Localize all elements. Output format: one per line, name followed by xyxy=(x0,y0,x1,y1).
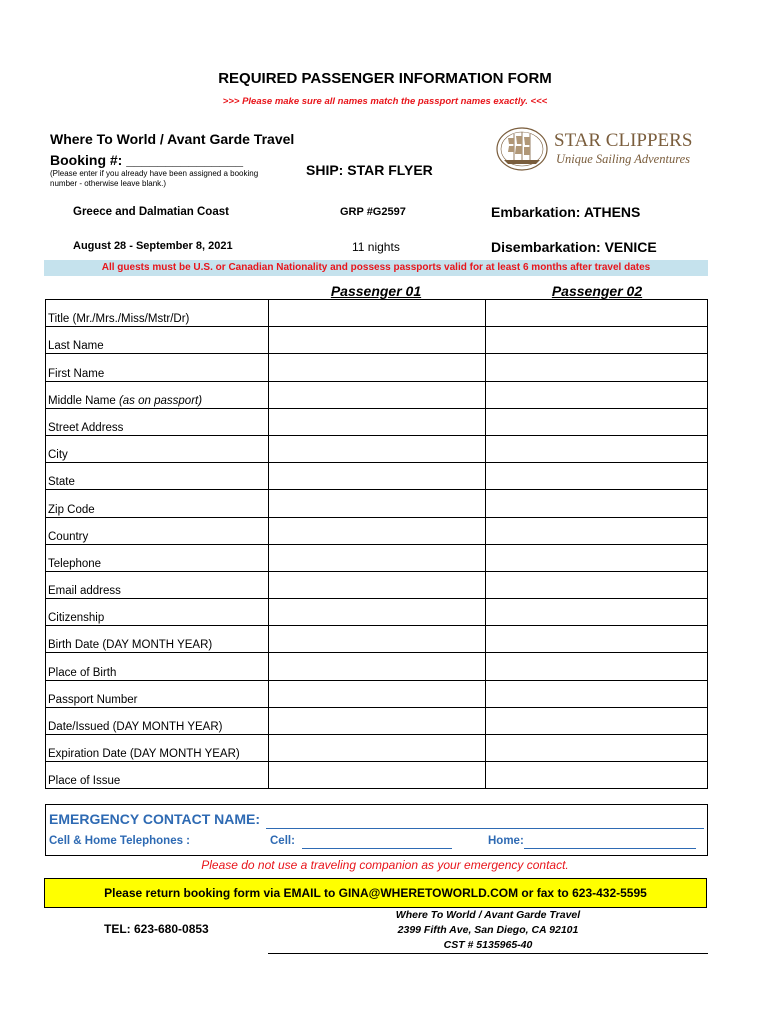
cell-phone-field[interactable] xyxy=(302,848,452,849)
address-line: 2399 Fifth Ave, San Diego, CA 92101 xyxy=(397,924,579,936)
form-row xyxy=(46,762,708,789)
field-label-text: Birth Date (DAY MONTH YEAR) xyxy=(48,639,213,652)
passenger-02-input[interactable] xyxy=(486,653,708,680)
group-number: GRP #G2597 xyxy=(340,206,406,218)
form-row xyxy=(46,354,708,381)
embarkation-port: Embarkation: ATHENS xyxy=(491,204,641,220)
field-label-text: Street Address xyxy=(48,421,124,434)
passenger-02-input[interactable] xyxy=(486,707,708,734)
passenger-02-input[interactable] xyxy=(486,300,708,327)
passenger-02-input[interactable] xyxy=(486,680,708,707)
form-row xyxy=(46,408,708,435)
field-label-text: Title (Mr./Mrs./Miss/Mstr/Dr) xyxy=(48,313,190,326)
passenger-01-input[interactable] xyxy=(269,599,486,626)
star-clippers-logo xyxy=(494,124,704,174)
field-label-text: Place of Birth xyxy=(48,666,117,679)
form-row xyxy=(46,626,708,653)
passenger-01-input[interactable] xyxy=(269,463,486,490)
field-label-text: State xyxy=(48,476,75,489)
field-label xyxy=(46,707,269,734)
passenger-01-input[interactable] xyxy=(269,544,486,571)
travel-dates: August 28 - September 8, 2021 xyxy=(73,240,233,252)
passenger-01-input[interactable] xyxy=(269,707,486,734)
passenger-01-input[interactable] xyxy=(269,408,486,435)
address-underline xyxy=(268,953,708,954)
field-label xyxy=(46,490,269,517)
form-row xyxy=(46,544,708,571)
address-line: CST # 5135965-40 xyxy=(443,939,533,951)
form-row xyxy=(46,653,708,680)
passenger-info-table xyxy=(45,299,708,789)
passenger-02-input[interactable] xyxy=(486,327,708,354)
passenger-02-input[interactable] xyxy=(486,571,708,598)
field-label xyxy=(46,680,269,707)
passport-name-warning: >>> Please make sure all names match the passport names exactly. <<< xyxy=(222,96,548,107)
field-label xyxy=(46,571,269,598)
field-label-text: Zip Code xyxy=(48,503,95,516)
passenger-01-input[interactable] xyxy=(269,490,486,517)
field-label-text: Last Name xyxy=(48,340,104,353)
form-row xyxy=(46,599,708,626)
passenger-02-input[interactable] xyxy=(486,544,708,571)
field-label xyxy=(46,300,269,327)
field-label-text: Date/Issued (DAY MONTH YEAR) xyxy=(48,721,223,733)
field-label xyxy=(46,463,269,490)
form-row xyxy=(46,517,708,544)
booking-number-field[interactable]: Booking #: _______________ xyxy=(50,152,244,168)
passenger-01-input[interactable] xyxy=(269,517,486,544)
form-row xyxy=(46,463,708,490)
ship-name: SHIP: STAR FLYER xyxy=(306,162,433,178)
field-label-text: Telephone xyxy=(48,557,102,570)
field-label-text: First Name xyxy=(48,367,105,380)
booking-note: (Please enter if you already have been assigned a booking number - otherwise leave blank.) xyxy=(50,169,259,188)
passenger-02-input[interactable] xyxy=(486,354,708,381)
field-label xyxy=(46,599,269,626)
passenger-02-input[interactable] xyxy=(486,517,708,544)
form-row xyxy=(46,707,708,734)
form-title: REQUIRED PASSENGER INFORMATION FORM xyxy=(218,70,552,87)
field-label xyxy=(46,735,269,762)
field-label xyxy=(46,435,269,462)
passenger-01-input[interactable] xyxy=(269,735,486,762)
field-label-text: Email address xyxy=(48,585,121,598)
passenger-02-input[interactable] xyxy=(486,735,708,762)
field-label xyxy=(46,517,269,544)
passenger-02-input[interactable] xyxy=(486,762,708,789)
passenger-02-input[interactable] xyxy=(486,599,708,626)
passenger-01-input[interactable] xyxy=(269,762,486,789)
form-row xyxy=(46,381,708,408)
form-row xyxy=(46,490,708,517)
passenger-02-input[interactable] xyxy=(486,626,708,653)
passenger-01-input[interactable] xyxy=(269,300,486,327)
cell-label: Cell: xyxy=(270,835,295,847)
passenger-01-input[interactable] xyxy=(269,626,486,653)
nationality-requirement-banner: All guests must be U.S. or Canadian Nationality and possess passports valid for at least 6 months after travel dates xyxy=(44,260,708,276)
field-label xyxy=(46,327,269,354)
trip-destination: Greece and Dalmatian Coast xyxy=(73,206,229,218)
passenger-01-input[interactable] xyxy=(269,435,486,462)
field-label xyxy=(46,408,269,435)
passenger-01-input[interactable] xyxy=(269,680,486,707)
middle-name-note: (as on passport) xyxy=(118,394,203,407)
form-row xyxy=(46,435,708,462)
address-line: Where To World / Avant Garde Travel xyxy=(395,909,581,921)
field-label xyxy=(46,381,269,408)
field-label xyxy=(46,544,269,571)
logo-name: STAR CLIPPERS xyxy=(554,130,693,151)
form-row xyxy=(46,300,708,327)
home-label: Home: xyxy=(488,835,524,847)
field-label-text: Passport Number xyxy=(48,693,138,706)
form-row xyxy=(46,735,708,762)
emergency-contact-warning: Please do not use a traveling companion as your emergency contact. xyxy=(201,858,569,872)
return-instructions: Please return booking form via EMAIL to GINA@WHERETOWORLD.COM or fax to 623-432-5595 xyxy=(44,878,707,908)
emergency-phones-label: Cell & Home Telephones : xyxy=(49,835,191,847)
passenger-01-input[interactable] xyxy=(269,354,486,381)
field-label xyxy=(46,762,269,789)
disembarkation-port: Disembarkation: VENICE xyxy=(491,239,657,255)
passenger-01-input[interactable] xyxy=(269,381,486,408)
passenger-02-input[interactable] xyxy=(486,435,708,462)
form-row xyxy=(46,571,708,598)
form-row xyxy=(46,680,708,707)
field-label xyxy=(46,653,269,680)
logo-tagline: Unique Sailing Adventures xyxy=(556,152,691,166)
agency-telephone: TEL: 623-680-0853 xyxy=(104,922,209,936)
field-label xyxy=(46,354,269,381)
home-phone-field[interactable] xyxy=(524,848,696,849)
passenger-02-input[interactable] xyxy=(486,490,708,517)
passenger-02-header: Passenger 02 xyxy=(551,283,643,299)
field-label xyxy=(46,626,269,653)
passenger-02-input[interactable] xyxy=(486,381,708,408)
emergency-contact-name-field[interactable] xyxy=(266,828,704,829)
field-label-text: City xyxy=(48,449,68,462)
passenger-01-header: Passenger 01 xyxy=(330,283,422,299)
passenger-02-input[interactable] xyxy=(486,408,708,435)
agency-name: Where To World / Avant Garde Travel xyxy=(50,131,295,147)
field-label-text: Middle Name xyxy=(48,394,116,407)
form-row xyxy=(46,327,708,354)
trip-nights: 11 nights xyxy=(352,240,400,254)
passenger-01-input[interactable] xyxy=(269,653,486,680)
field-label-text: Expiration Date (DAY MONTH YEAR) xyxy=(48,748,240,761)
field-label-text: Country xyxy=(48,530,89,543)
emergency-contact-name-label: EMERGENCY CONTACT NAME: xyxy=(49,811,261,827)
passenger-01-input[interactable] xyxy=(269,327,486,354)
field-label-text: Place of Issue xyxy=(48,775,121,788)
field-label-text: Citizenship xyxy=(48,612,105,625)
passenger-02-input[interactable] xyxy=(486,463,708,490)
passenger-01-input[interactable] xyxy=(269,571,486,598)
agency-address xyxy=(390,908,586,953)
